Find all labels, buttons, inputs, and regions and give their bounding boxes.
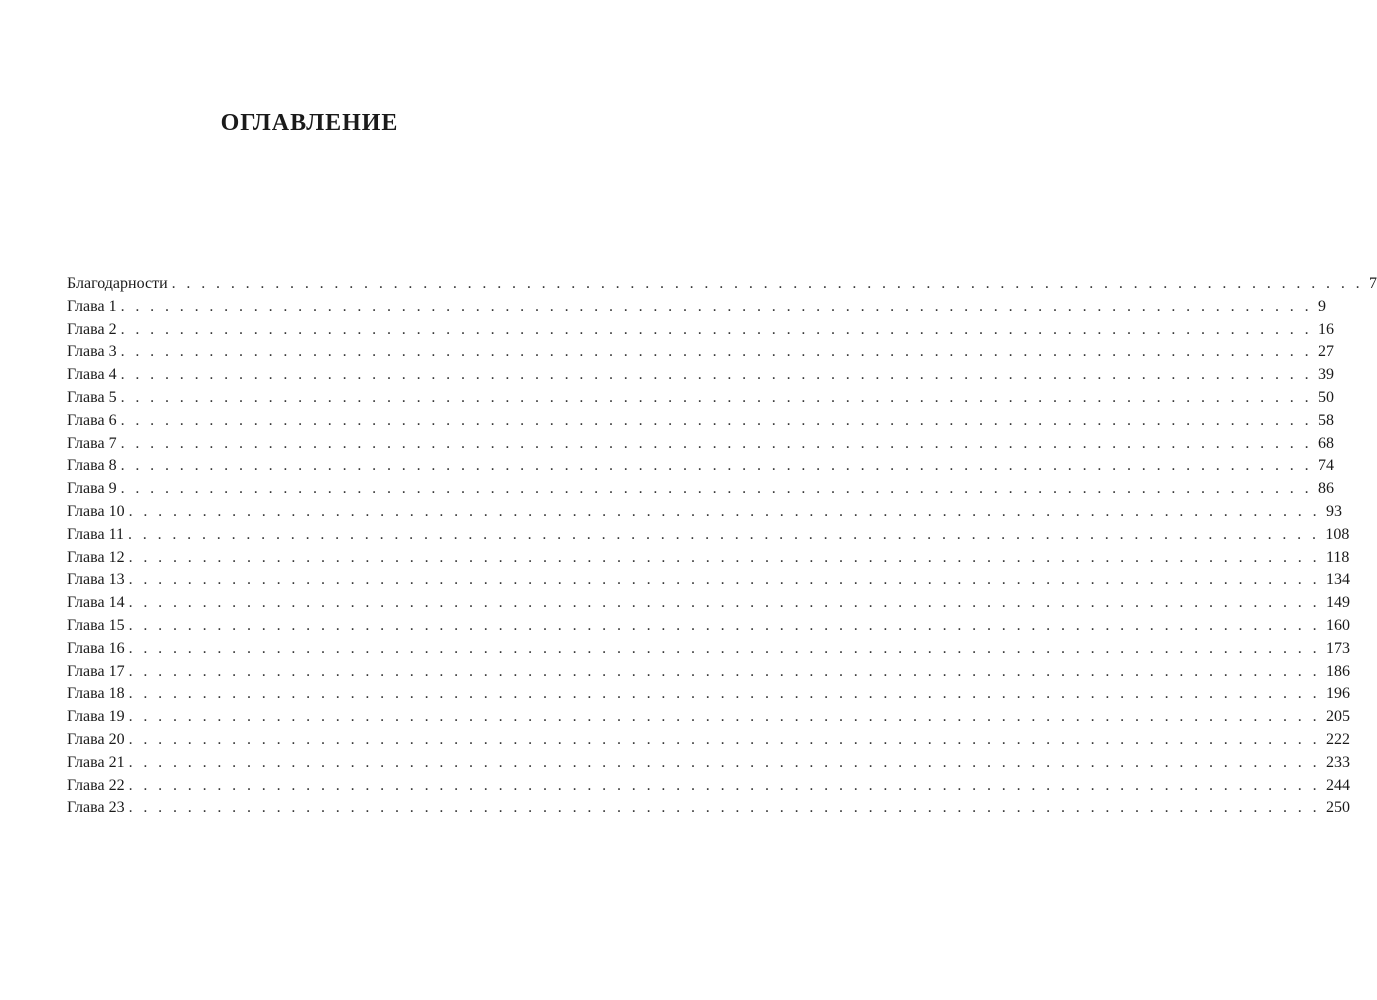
toc-entry-label: Благодарности	[67, 275, 168, 292]
dot-leader: . . . . . . . . . . . . . . . . . . . . . . . . . . . . . . . . . . . . . . . . . . . . . . . . . . . . . . . . . . . . . . . . . . . . . . . . . . . . . . . . .	[128, 662, 1320, 680]
toc-entry	[67, 775, 1350, 798]
dot-leader: . . . . . . . . . . . . . . . . . . . . . . . . . . . . . . . . . . . . . . . . . . . . . . . . . . . . . . . . . . . . . . . . . . . . . . . . . . . . . . . . .	[128, 548, 1320, 566]
toc-entry-page-number: 244	[1325, 776, 1350, 794]
dot-leader: . . . . . . . . . . . . . . . . . . . . . . . . . . . . . . . . . . . . . . . . . . . . . . . . . . . . . . . . . . . . . . . . . . . . . . . . . . . . . . . . .	[128, 753, 1320, 771]
toc-entry-label: Глава 16	[67, 639, 125, 657]
page-title: ОГЛАВЛЕНИЕ	[220, 110, 399, 136]
toc-entry-label: Глава 4	[67, 366, 117, 384]
toc-entry	[67, 797, 1350, 820]
toc-entry-page-number: 134	[1325, 571, 1350, 589]
toc-entry	[67, 273, 1377, 296]
toc-entry-page-number: 196	[1325, 685, 1350, 703]
dot-leader: . . . . . . . . . . . . . . . . . . . . . . . . . . . . . . . . . . . . . . . . . . . . . . . . . . . . . . . . . . . . . . . . . . . . . . . . . . . . . . . . .	[120, 366, 1312, 384]
toc-entry	[67, 296, 1326, 319]
dot-leader: . . . . . . . . . . . . . . . . . . . . . . . . . . . . . . . . . . . . . . . . . . . . . . . . . . . . . . . . . . . . . . . . . . . . . . . . . . . . . . . . .	[120, 480, 1312, 498]
toc-entry-page-number: 27	[1317, 343, 1334, 361]
toc-entry-label: Глава 20	[67, 730, 125, 748]
toc-entry	[67, 341, 1334, 364]
toc-entry-page-number: 205	[1325, 708, 1350, 726]
toc-entry-label: Глава 8	[67, 457, 117, 475]
toc-entry-page-number: 58	[1317, 411, 1334, 429]
toc-entry-page-number: 9	[1317, 297, 1326, 315]
toc-entry	[67, 478, 1334, 501]
toc-entry-label: Глава 15	[67, 616, 125, 634]
dot-leader: . . . . . . . . . . . . . . . . . . . . . . . . . . . . . . . . . . . . . . . . . . . . . . . . . . . . . . . . . . . . . . . . . . . . . . . . . . . . . . . . .	[128, 594, 1320, 612]
toc-entry	[67, 706, 1350, 729]
toc-entry-page-number: 233	[1325, 753, 1350, 771]
toc-entry-page-number: 108	[1325, 525, 1350, 543]
toc-entry-label: Глава 14	[67, 594, 125, 612]
toc-entry-page-number: 93	[1325, 502, 1342, 520]
toc-entry-label: Глава 21	[67, 753, 125, 771]
toc-entry-label: Глава 5	[67, 388, 117, 406]
toc-entry	[67, 524, 1350, 547]
toc-entry-page-number: 173	[1325, 639, 1350, 657]
dot-leader: . . . . . . . . . . . . . . . . . . . . . . . . . . . . . . . . . . . . . . . . . . . . . . . . . . . . . . . . . . . . . . . . . . . . . . . . . . . . . . . . .	[120, 343, 1312, 361]
toc-entry	[67, 615, 1350, 638]
dot-leader: . . . . . . . . . . . . . . . . . . . . . . . . . . . . . . . . . . . . . . . . . . . . . . . . . . . . . . . . . . . . . . . . . . . . . . . . . . . . . . . . .	[120, 297, 1312, 315]
toc-entry-page-number: 160	[1325, 616, 1350, 634]
toc-entry-page-number: 186	[1325, 662, 1350, 680]
dot-leader: . . . . . . . . . . . . . . . . . . . . . . . . . . . . . . . . . . . . . . . . . . . . . . . . . . . . . . . . . . . . . . . . . . . . . . . . . . . . . . . . .	[120, 388, 1312, 406]
toc-entry-page-number: 86	[1317, 480, 1334, 498]
toc-entry	[67, 501, 1342, 524]
toc-entry-page-number: 74	[1317, 457, 1334, 475]
toc-entry-label: Глава 11	[67, 525, 124, 543]
toc-entry-page-number: 16	[1317, 320, 1334, 338]
dot-leader: . . . . . . . . . . . . . . . . . . . . . . . . . . . . . . . . . . . . . . . . . . . . . . . . . . . . . . . . . . . . . . . . . . . . . . . . . . . . . . . . .	[128, 776, 1320, 794]
dot-leader: . . . . . . . . . . . . . . . . . . . . . . . . . . . . . . . . . . . . . . . . . . . . . . . . . . . . . . . . . . . . . . . . . . . . . . . . . . . . . . . . .	[128, 799, 1320, 817]
toc-entry-page-number: 50	[1317, 388, 1334, 406]
dot-leader: . . . . . . . . . . . . . . . . . . . . . . . . . . . . . . . . . . . . . . . . . . . . . . . . . . . . . . . . . . . . . . . . . . . . . . . . . . . . . . . . .	[128, 571, 1320, 589]
toc-entry-label: Глава 18	[67, 685, 125, 703]
toc-entry	[67, 364, 1334, 387]
toc-entry-page-number: 250	[1325, 799, 1350, 817]
dot-leader: . . . . . . . . . . . . . . . . . . . . . . . . . . . . . . . . . . . . . . . . . . . . . . . . . . . . . . . . . . . . . . . . . . . . . . . . . . . . . . . . .	[127, 525, 1320, 543]
dot-leader: . . . . . . . . . . . . . . . . . . . . . . . . . . . . . . . . . . . . . . . . . . . . . . . . . . . . . . . . . . . . . . . . . . . . . . . . . . . . . . . . .	[120, 434, 1312, 452]
dot-leader: . . . . . . . . . . . . . . . . . . . . . . . . . . . . . . . . . . . . . . . . . . . . . . . . . . . . . . . . . . . . . . . . . . . . . . . . . . . . . . . . .	[120, 457, 1312, 475]
toc-entry	[67, 729, 1350, 752]
dot-leader: . . . . . . . . . . . . . . . . . . . . . . . . . . . . . . . . . . . . . . . . . . . . . . . . . . . . . . . . . . . . . . . . . . . . . . . . . . . . . . . . .	[128, 730, 1320, 748]
dot-leader: . . . . . . . . . . . . . . . . . . . . . . . . . . . . . . . . . . . . . . . . . . . . . . . . . . . . . . . . . . . . . . . . . . . . . . . . . . . . . . . . .	[128, 639, 1320, 657]
toc-entry	[67, 592, 1350, 615]
toc-entry-page-number: 7	[1369, 275, 1377, 292]
toc-entry	[67, 683, 1350, 706]
dot-leader: . . . . . . . . . . . . . . . . . . . . . . . . . . . . . . . . . . . . . . . . . . . . . . . . . . . . . . . . . . . . . . . . . . . . . . . . . . . . . . . . .	[128, 502, 1320, 520]
dot-leader: . . . . . . . . . . . . . . . . . . . . . . . . . . . . . . . . . . . . . . . . . . . . . . . . . . . . . . . . . . . . . . . . . . . . . . . . . . . . . . . . .	[120, 411, 1312, 429]
toc-entry-label: Глава 10	[67, 502, 125, 520]
toc-entry-label: Глава 7	[67, 434, 117, 452]
toc-entry	[67, 410, 1334, 433]
toc-entry	[67, 661, 1350, 684]
toc-entry-label: Глава 3	[67, 343, 117, 361]
table-of-contents	[67, 273, 1377, 820]
toc-entry-label: Глава 1	[67, 297, 117, 315]
toc-entry-label: Глава 6	[67, 411, 117, 429]
toc-entry	[67, 569, 1350, 592]
toc-entry	[67, 752, 1350, 775]
toc-entry	[67, 433, 1334, 456]
dot-leader: . . . . . . . . . . . . . . . . . . . . . . . . . . . . . . . . . . . . . . . . . . . . . . . . . . . . . . . . . . . . . . . . . . . . . . . . . . . . . . . . .	[128, 616, 1320, 634]
toc-entry-label: Глава 12	[67, 548, 125, 566]
dot-leader: . . . . . . . . . . . . . . . . . . . . . . . . . . . . . . . . . . . . . . . . . . . . . . . . . . . . . . . . . . . . . . . . . . . . . . . . . . . . . . . . .	[128, 708, 1320, 726]
toc-entry	[67, 455, 1334, 478]
toc-entry-label: Глава 22	[67, 776, 125, 794]
toc-entry-label: Глава 19	[67, 708, 125, 726]
toc-entry-label: Глава 9	[67, 480, 117, 498]
toc-entry-label: Глава 2	[67, 320, 117, 338]
toc-entry-label: Глава 17	[67, 662, 125, 680]
toc-entry	[67, 638, 1350, 661]
toc-entry-page-number: 68	[1317, 434, 1334, 452]
toc-entry-page-number: 39	[1317, 366, 1334, 384]
toc-entry-label: Глава 23	[67, 799, 125, 817]
dot-leader: . . . . . . . . . . . . . . . . . . . . . . . . . . . . . . . . . . . . . . . . . . . . . . . . . . . . . . . . . . . . . . . . . . . . . . . . . . . . . . . . .	[120, 320, 1312, 338]
toc-entry-label: Глава 13	[67, 571, 125, 589]
toc-entry-page-number: 118	[1325, 548, 1350, 566]
toc-entry-page-number: 222	[1325, 730, 1350, 748]
dot-leader: . . . . . . . . . . . . . . . . . . . . . . . . . . . . . . . . . . . . . . . . . . . . . . . . . . . . . . . . . . . . . . . . . . . . . . . . . . . . . . . . .	[171, 275, 1364, 292]
toc-entry	[67, 319, 1334, 342]
dot-leader: . . . . . . . . . . . . . . . . . . . . . . . . . . . . . . . . . . . . . . . . . . . . . . . . . . . . . . . . . . . . . . . . . . . . . . . . . . . . . . . . .	[128, 685, 1320, 703]
toc-entry	[67, 547, 1350, 570]
toc-entry	[67, 387, 1334, 410]
toc-entry-page-number: 149	[1325, 594, 1350, 612]
